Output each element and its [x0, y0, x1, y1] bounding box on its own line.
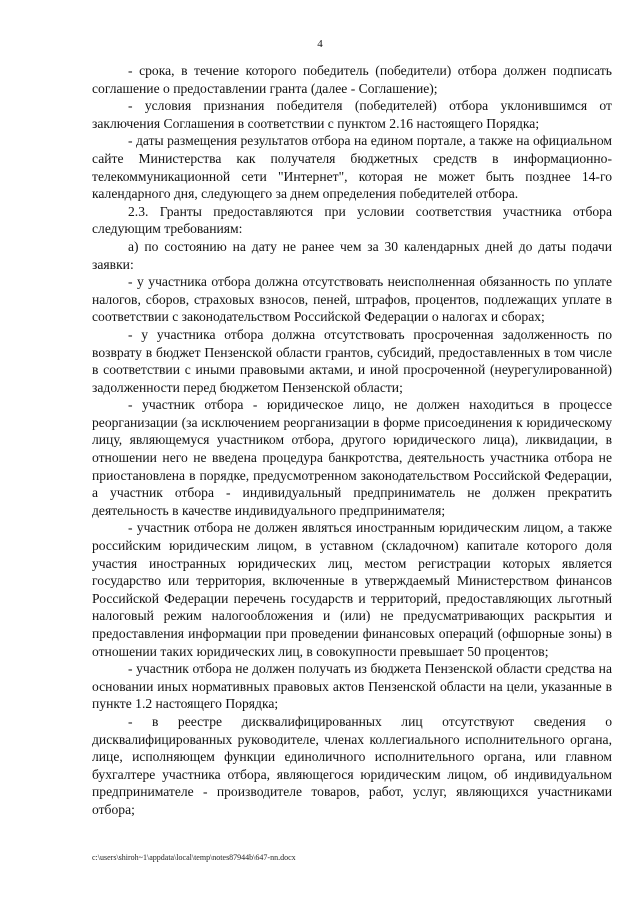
paragraph-evasion-conditions: - условия признания победителя (победителей) отбора уклонившимся от заключения Соглашения в соответствии с пунктом 2.16 настоящего Порядка; [92, 98, 612, 131]
paragraph-other-funding: - участник отбора не должен получать из бюджета Пензенской области средства на основании иных нормативных правовых актов Пензенской области на цели, указанные в пункте 1.2 настоящего Порядка; [92, 661, 612, 712]
paragraph-results-publication: - даты размещения результатов отбора на едином портале, а также на официальном сайте Министерства как получателя бюджетных средств в информационно-телекоммуникационной сети "Интернет", которая не может быть позднее 14-го календарного дня, следующего за днем определения победителей отбора. [92, 133, 612, 202]
paragraph-deadline-signing: - срока, в течение которого победитель (победители) отбора должен подписать соглашение о предоставлении гранта (далее - Соглашение); [92, 63, 612, 96]
paragraph-tax-obligations: - у участника отбора должна отсутствовать неисполненная обязанность по уплате налогов, сборов, страховых взносов, пеней, штрафов, процентов, подлежащих уплате в соответствии с законодательством Российской Федерации о налогах и сборах; [92, 274, 612, 325]
paragraph-reorganization: - участник отбора - юридическое лицо, не должен находиться в процессе реорганизации (за исключением реорганизации в форме присоединения к юридическому лицу, являющемуся участником отбора, другого юридического лица), ликвидации, в отношении него не введена процедура банкротства, деятельность участника отбора не приостановлена в порядке, предусмотренном законодательством Российской Федерации, а участник отбора - индивидуальный предприниматель не должен прекратить деятельность в качестве индивидуального предпринимателя; [92, 397, 612, 518]
footer-file-path: c:\users\shiroh~1\appdata\local\temp\notes87944b\647-nn.docx [92, 853, 296, 862]
paragraph-disqualified-registry: - в реестре дисквалифицированных лиц отсутствуют сведения о дисквалифицированных руководителе, членах коллегиального исполнительного органа, лице, исполняющем функции единоличного исполнительного органа, или главном бухгалтере участника отбора, являющегося юридическим лицом, об индивидуальном предпринимателе - производителе товаров, работ, услуг, являющихся участниками отбора; [92, 713, 612, 817]
paragraph-overdue-debt: - у участника отбора должна отсутствовать просроченная задолженность по возврату в бюджет Пензенской области грантов, субсидий, предоставленных в том числе в соответствии с иными правовыми актами, и иной просроченной (неурегулированной) задолженности перед бюджетом Пензенской области; [92, 326, 612, 395]
body-text [92, 62, 612, 819]
paragraph-subitem-a: а) по состоянию на дату не ранее чем за 30 календарных дней до даты подачи заявки: [92, 238, 612, 272]
page-number: 4 [317, 38, 323, 50]
paragraph-foreign-entity: - участник отбора не должен являться иностранным юридическим лицом, а также российским юридическим лицом, в уставном (складочном) капитале которого доля участия иностранных юридических лиц, местом регистрации которых является государство или территория, включенные в утверждаемый Министерством финансов Российской Федерации перечень государств и территорий, предоставляющих льготный налоговый режим налогообложения и (или) не предусматривающих раскрытия и предоставления информации при проведении финансовых операций (офшорные зоны) в отношении таких юридических лиц, в совокупности превышает 50 процентов; [92, 520, 612, 659]
paragraph-section-2-3: 2.3. Гранты предоставляются при условии соответствия участника отбора следующим требованиям: [92, 203, 612, 237]
